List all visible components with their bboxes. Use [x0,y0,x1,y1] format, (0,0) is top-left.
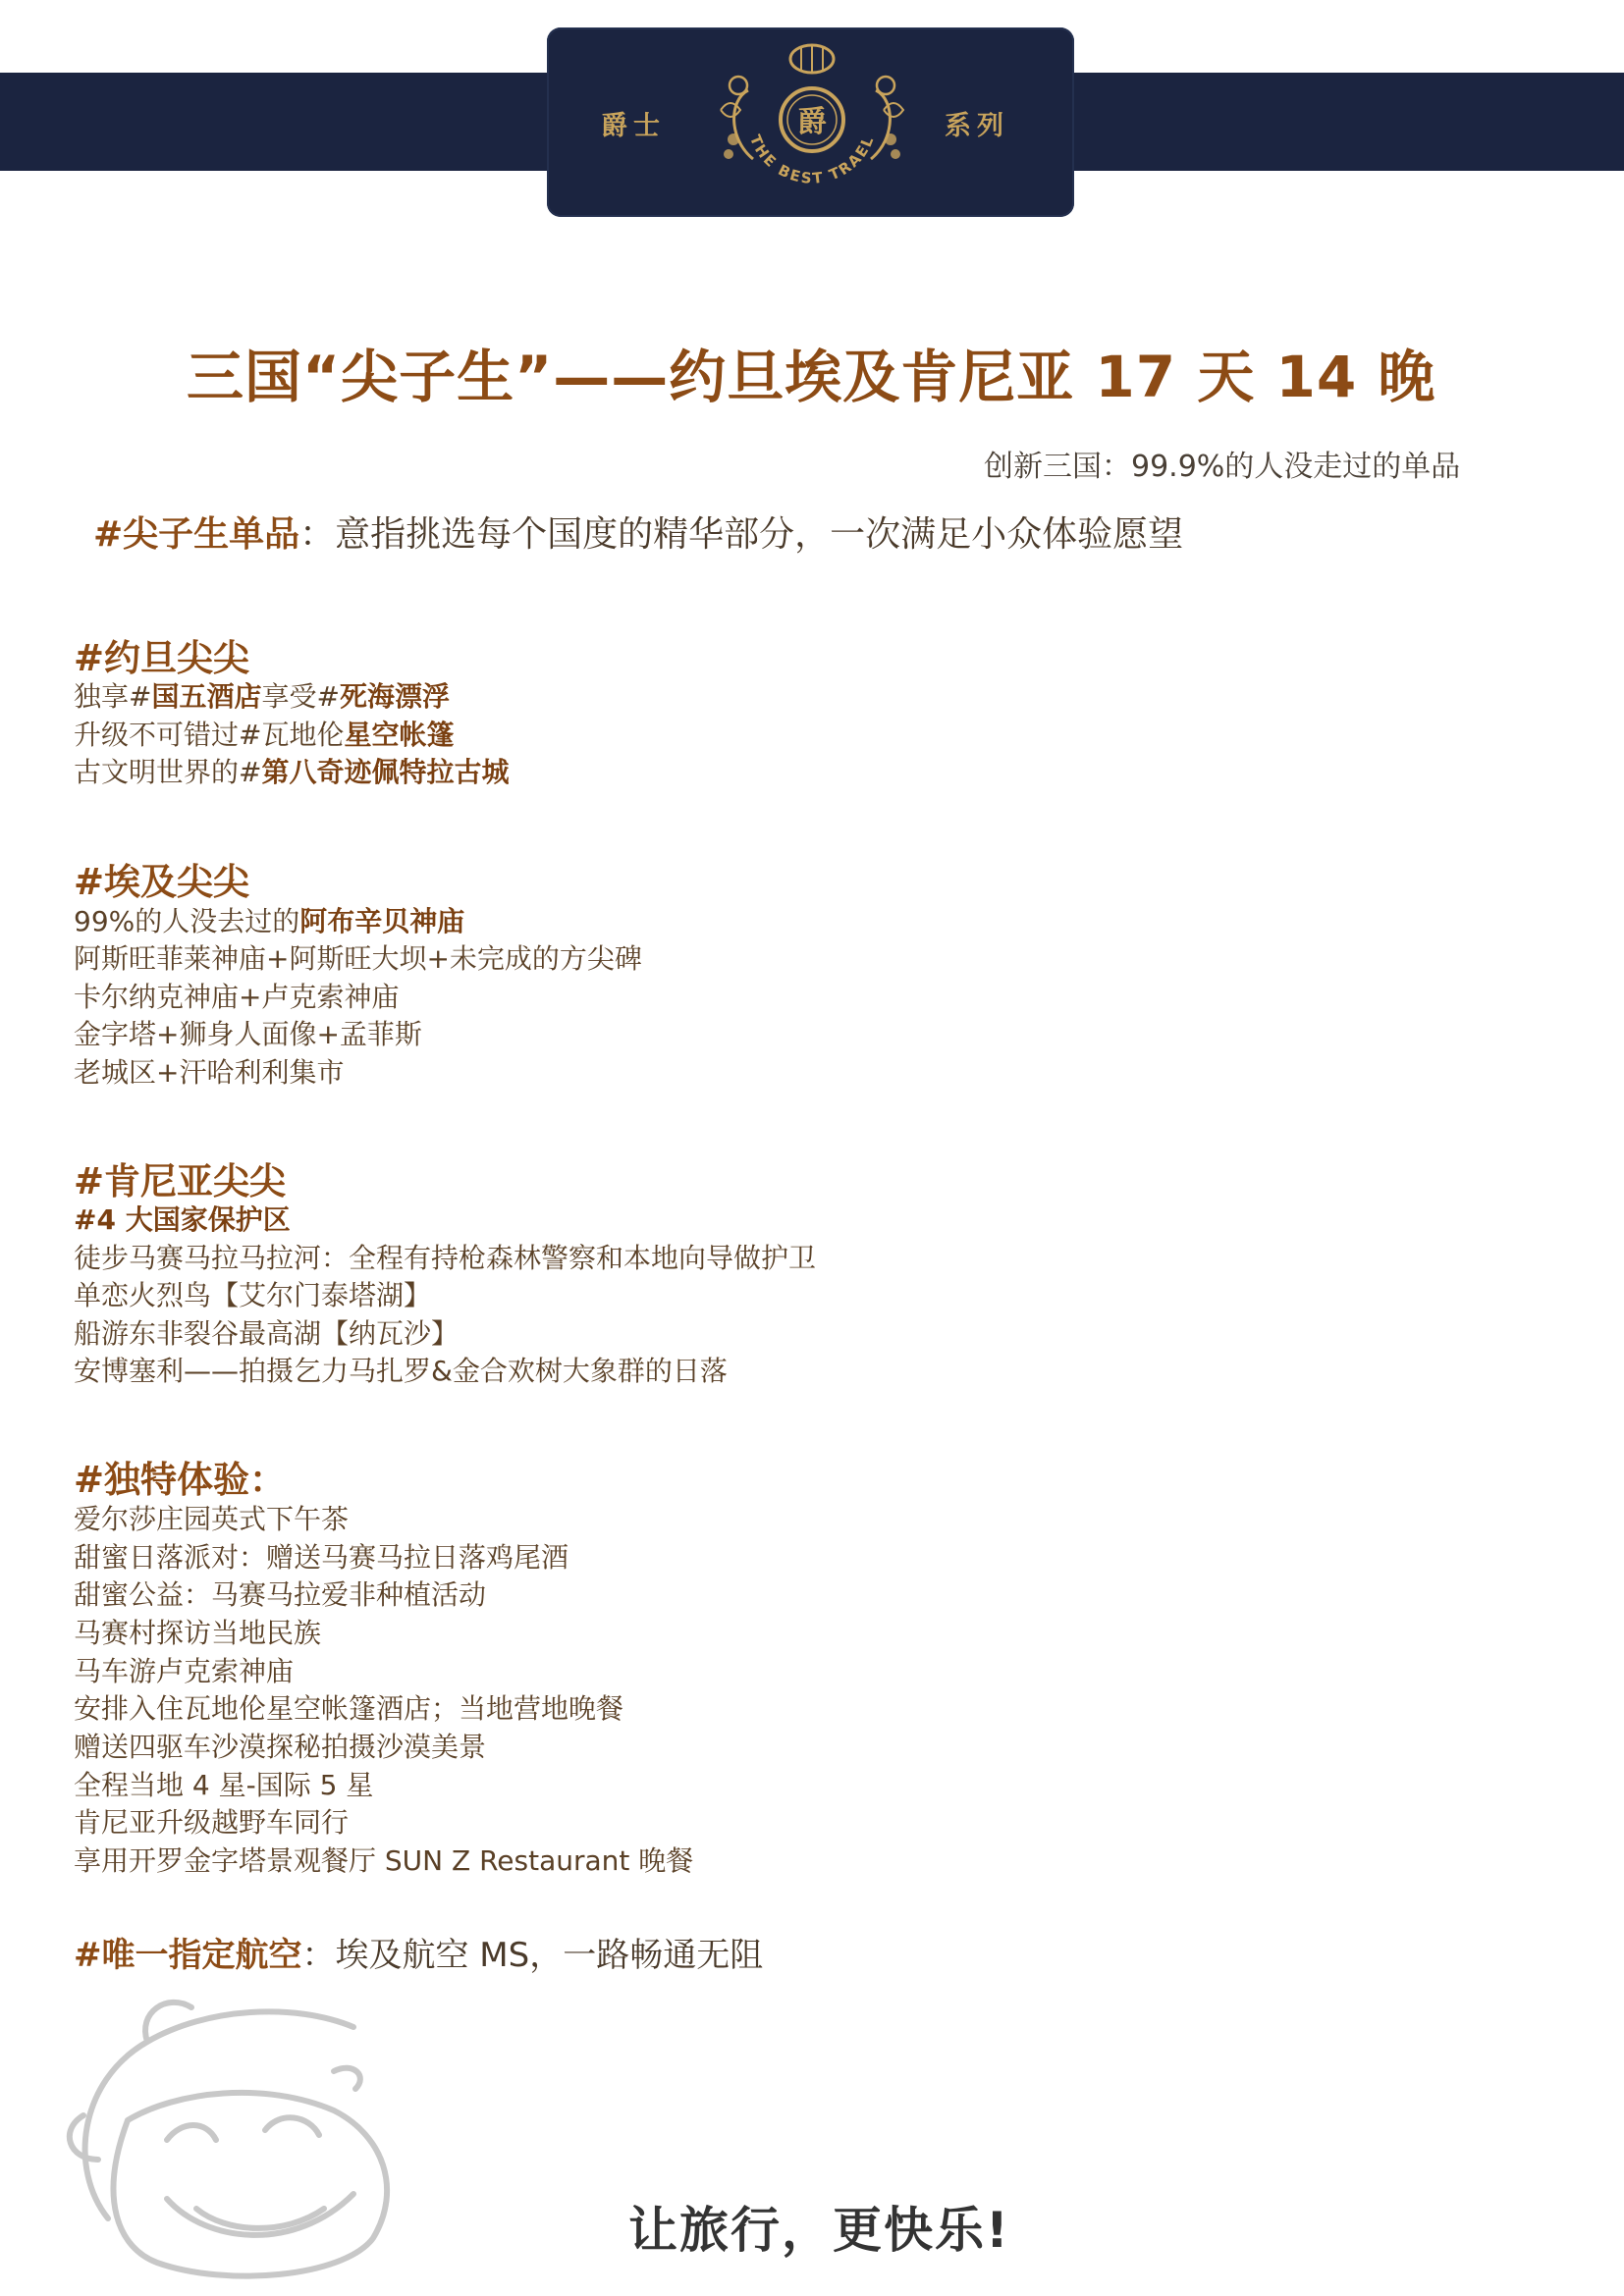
egypt-line-5: 老城区+汗哈利利集市 [74,1056,345,1089]
page-title: 三国“尖子生”——约旦埃及肯尼亚 17 天 14 晚 [187,344,1436,410]
section-title-jordan: #约旦尖尖 [74,637,250,679]
unique-line-5: 马车游卢克索神庙 [74,1655,295,1687]
kenya-subheading: #4 大国家保护区 [74,1203,291,1236]
unique-line-3: 甜蜜公益：马赛马拉爱非种植活动 [74,1578,487,1611]
emblem-ring-text: THE BEST TRAEL [745,132,878,187]
unique-line-1: 爱尔莎庄园英式下午茶 [74,1503,350,1535]
section-title-unique: #独特体验： [74,1459,287,1501]
jordan-line-3: 古文明世界的#第八奇迹佩特拉古城 [74,756,510,788]
unique-line-7: 赠送四驱车沙漠探秘拍摄沙漠美景 [74,1731,487,1763]
page-subtitle: 创新三国：99.9%的人没走过的单品 [984,450,1461,484]
emblem-center-glyph: 爵 [797,105,827,139]
unique-line-2: 甜蜜日落派对：赠送马赛马拉日落鸡尾酒 [74,1541,569,1574]
airline-text: ：埃及航空 MS，一路畅通无阻 [301,1936,764,1975]
intro-line [93,507,1183,557]
egypt-line-3: 卡尔纳克神庙+卢克索神庙 [74,981,400,1013]
brand-label-right: 系列 [945,111,1009,141]
kenya-line-1: 徒步马赛马拉马拉河：全程有持枪森林警察和本地向导做护卫 [74,1242,817,1274]
intro-text: ：意指挑选每个国度的精华部分，一次满足小众体验愿望 [299,514,1184,555]
footer-slogan: 让旅行，更快乐! [628,2202,1010,2259]
egypt-line-1: 99%的人没去过的阿布辛贝神庙 [74,905,465,937]
egypt-line-4: 金字塔+狮身人面像+孟菲斯 [74,1018,422,1050]
section-title-egypt: #埃及尖尖 [74,861,250,903]
unique-line-10: 享用开罗金字塔景观餐厅 SUN Z Restaurant 晚餐 [74,1844,694,1877]
intro-keyword: #尖子生单品 [93,514,300,555]
brand-label-left: 爵士 [601,111,666,141]
kenya-line-3: 船游东非裂谷最高湖【纳瓦沙】 [74,1317,460,1350]
brand-emblem-logo [699,31,925,213]
kenya-line-4: 安博塞利——拍摄乞力马扎罗&金合欢树大象群的日落 [74,1355,728,1387]
airline-line [74,1928,763,1976]
section-title-kenya: #肯尼亚尖尖 [74,1160,287,1202]
egypt-line-2: 阿斯旺菲莱神庙+阿斯旺大坝+未完成的方尖碑 [74,942,642,975]
unique-line-6: 安排入住瓦地伦星空帐篷酒店；当地营地晚餐 [74,1692,624,1725]
unique-line-8: 全程当地 4 星-国际 5 星 [74,1769,374,1801]
jordan-line-1: 独享#国五酒店享受#死海漂浮 [74,680,450,713]
monkey-mascot-logo [39,1973,491,2287]
unique-line-4: 马赛村探访当地民族 [74,1617,322,1649]
kenya-line-2: 单恋火烈鸟【艾尔门泰塔湖】 [74,1279,432,1311]
unique-line-9: 肯尼亚升级越野车同行 [74,1806,350,1839]
jordan-line-2: 升级不可错过#瓦地伦星空帐篷 [74,719,455,751]
airline-keyword: #唯一指定航空 [74,1936,302,1975]
